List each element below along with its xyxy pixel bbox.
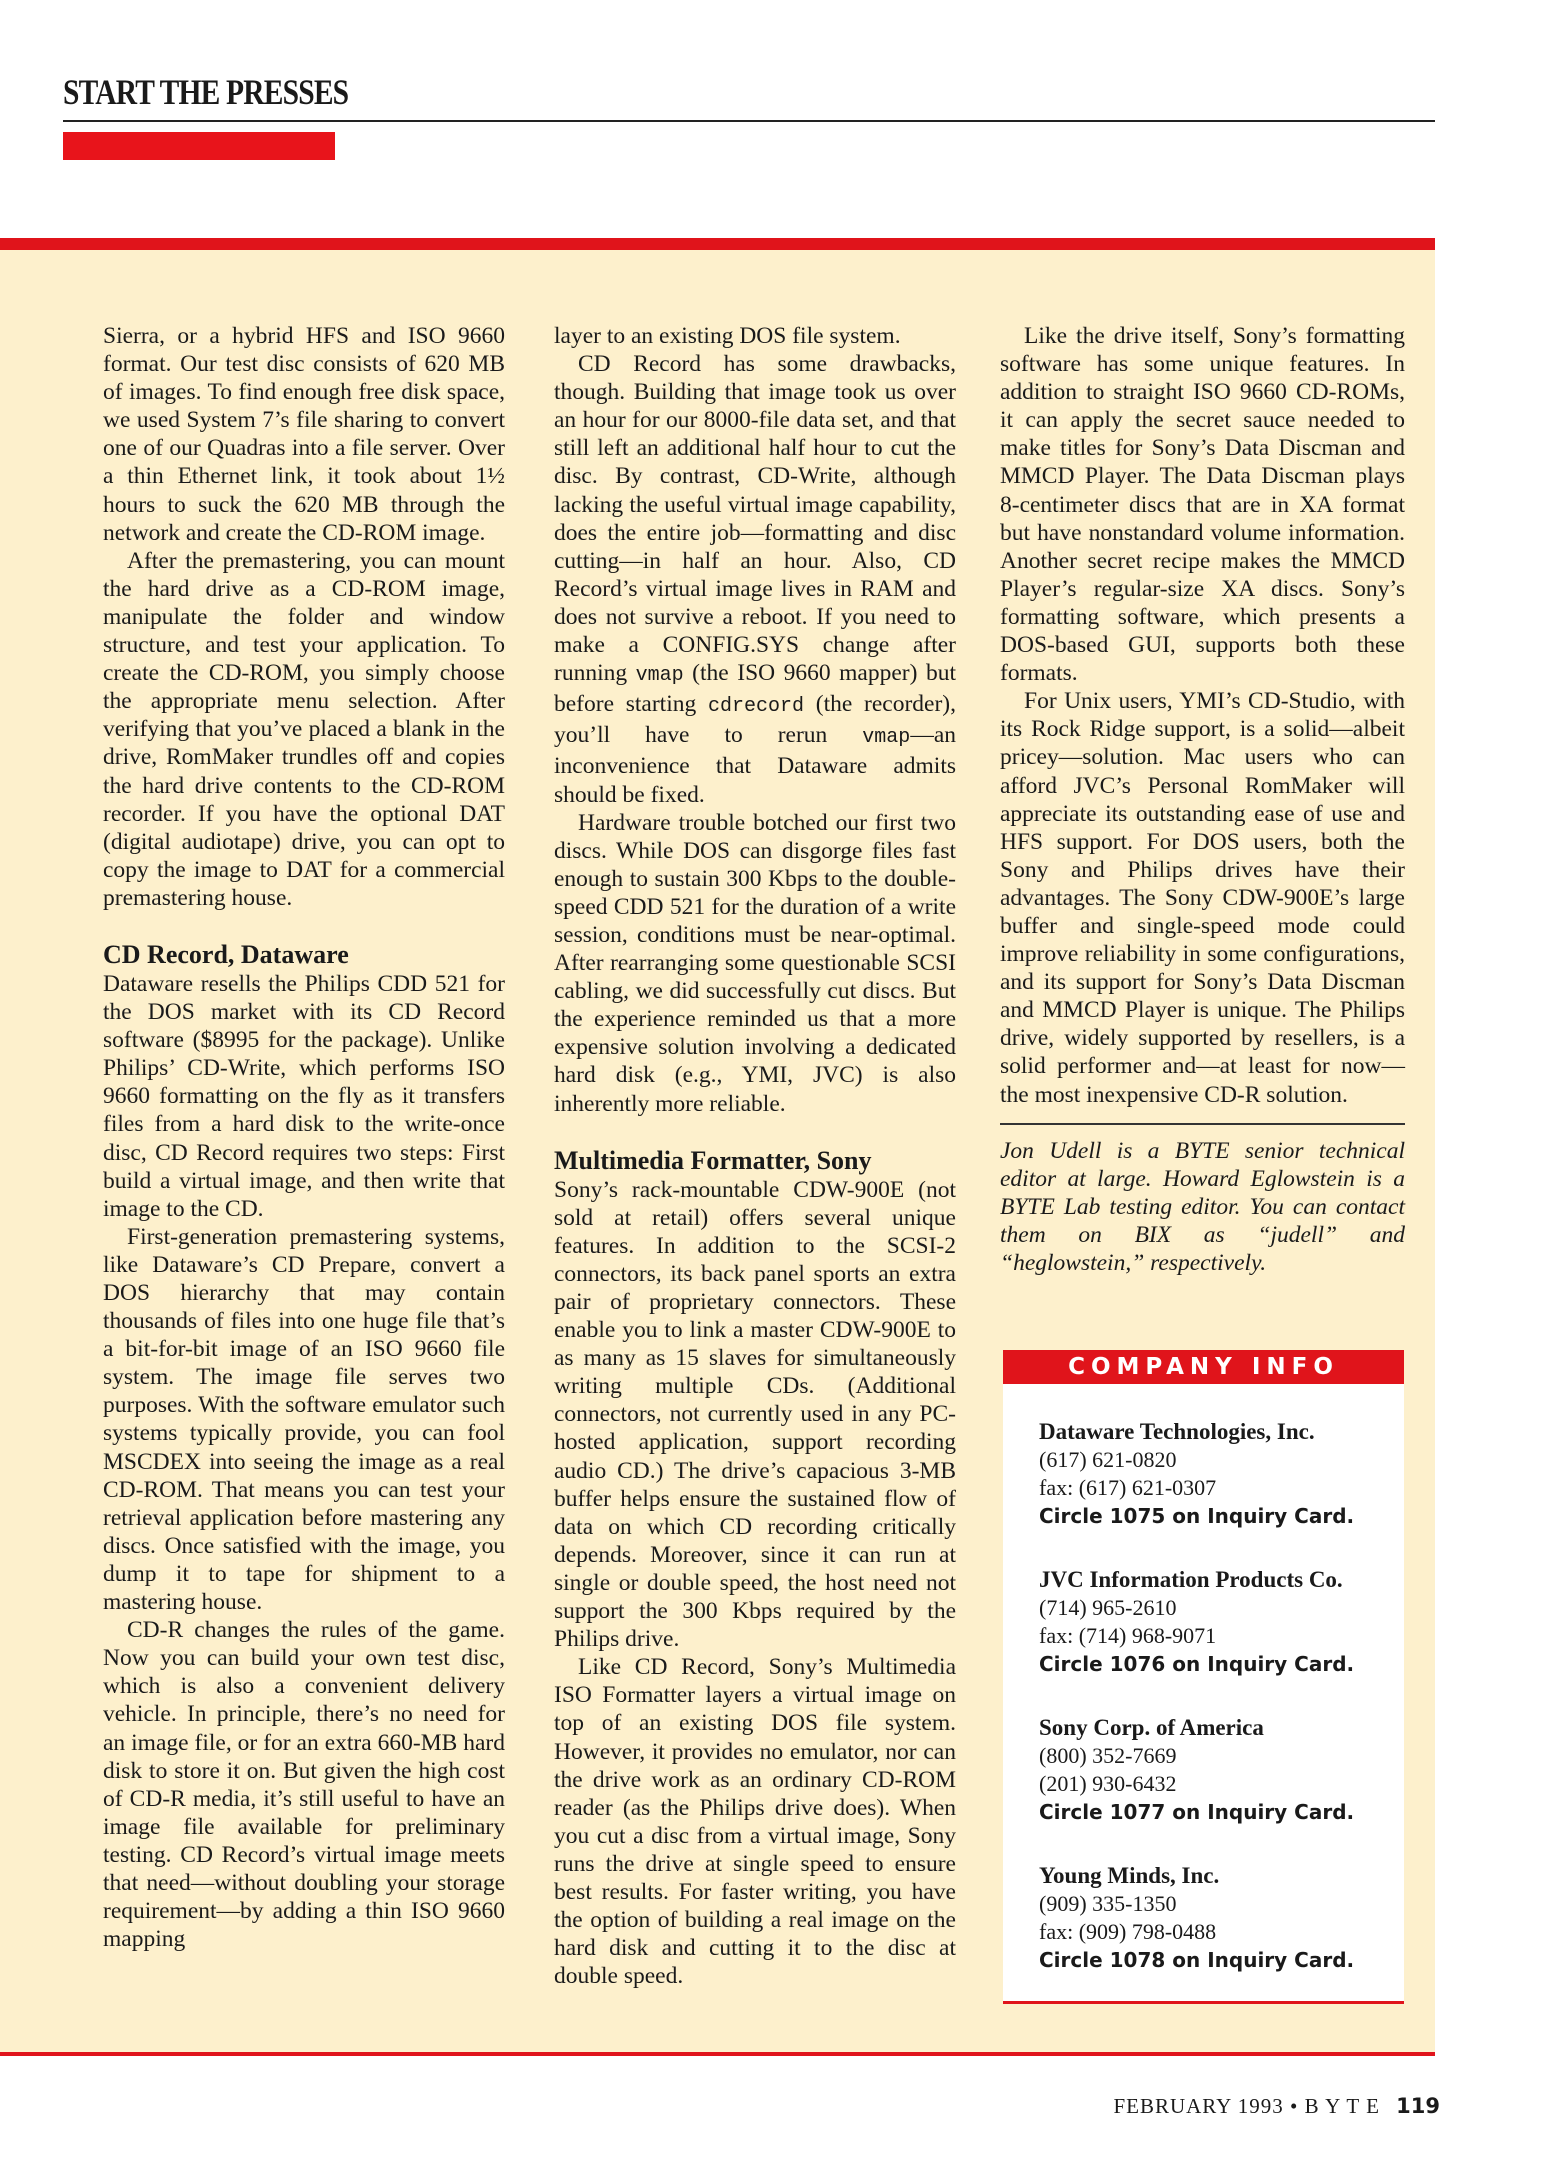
company-entry (1039, 1714, 1404, 1827)
article-column-3 (1000, 322, 1405, 1277)
inquiry-card-note: Circle 1076 on Inquiry Card. (1039, 1652, 1355, 1676)
code-vmap: vmap (862, 726, 911, 750)
code-vmap: vmap (635, 664, 684, 688)
company-name: Young Minds, Inc. (1039, 1863, 1220, 1888)
company-entry (1039, 1418, 1404, 1531)
inquiry-card-note: Circle 1075 on Inquiry Card. (1039, 1504, 1355, 1528)
company-entry (1039, 1566, 1404, 1679)
subheading-cd-record: CD Record, Dataware (103, 939, 349, 969)
bio-divider (1000, 1123, 1405, 1125)
paragraph: Like the drive itself, Sony’s formatting software has some unique features. In addition to straight ISO 9660 CD-ROMs, it can apply the secret sauce needed to make titles for Sony’s Data Discman and MMCD Player. The Data Discman plays 8-centimeter discs that are in XA format but have nonstandard volume information. Another secret recipe makes the MMCD Player’s regular-size XA discs. Sony’s formatting software, which presents a DOS-based GUI, supports both these formats. (1000, 323, 1405, 687)
paragraph: First-generation premastering systems, like Dataware’s CD Prepare, convert a DOS hierarchy that may contain thousands of files into one huge file that’s a bit-for-bit image of an ISO 9660 file system. The image file serves two purposes. With the software emulator such systems typically provide, you can fool MSCDEX into seeing the image as a real CD-ROM. That means you can test your retrieval application before mastering any discs. Once satisfied with the image, you dump it to tape for shipment to a mastering house. (103, 1223, 505, 1616)
title-accent-bar (63, 132, 335, 160)
section-title: START THE PRESSES (63, 72, 349, 112)
company-info-header: COMPANY INFO (1003, 1350, 1404, 1384)
text-run: CD Record has some drawbacks, though. Building that image took us over an hour for our 8000-file data set, and that still left an additional half hour to cut the disc. By contrast, CD-Write, although lacking the useful virtual image capability, does the entire job—formatting and disc cutting—in half an hour. Also, CD Record’s virtual image lives in RAM and does not survive a reboot. If you need to make a CONFIG.SYS change after running (554, 351, 956, 687)
paragraph: Like CD Record, Sony’s Multimedia ISO Formatter layers a virtual image on top of an existing DOS file system. However, it provides no emulator, nor can the drive work as an ordinary CD-ROM reader (as the Philips drive does). When you cut a disc from a virtual image, Sony runs the drive at single speed to ensure best results. For faster writing, you have the option of building a real image on the hard disk and cutting it to the disc at double speed. (554, 1654, 956, 1990)
company-fax: fax: (714) 968-9071 (1039, 1623, 1217, 1648)
company-entry (1039, 1862, 1404, 1975)
company-fax: fax: (617) 621-0307 (1039, 1475, 1217, 1500)
issue-label: FEBRUARY 1993 • B Y T E (1113, 2094, 1380, 2118)
company-info-box (1003, 1350, 1404, 2004)
subheading-multimedia-formatter: Multimedia Formatter, Sony (554, 1145, 872, 1175)
company-phone: (714) 965-2610 (1039, 1595, 1177, 1620)
paragraph: For Unix users, YMI’s CD-Studio, with its Rock Ridge support, is a solid—albeit pricey—solution. Mac users who can afford JVC’s Personal RomMaker will appreciate its outstanding ease of use and HFS support. For DOS users, both the Sony and Philips drives have their advantages. The Sony CDW-900E’s large buffer and single-speed mode could improve reliability in some configurations, and its support for Sony’s Data Discman and MMCD Player is unique. The Philips drive, widely supported by resellers, is a solid performer and—at least for now—the most inexpensive CD-R solution. (1000, 688, 1405, 1108)
company-phone: (909) 335-1350 (1039, 1891, 1177, 1916)
company-phone: (800) 352-7669 (1039, 1743, 1177, 1768)
panel-bottom-rule (0, 2052, 1435, 2056)
inquiry-card-note: Circle 1077 on Inquiry Card. (1039, 1800, 1355, 1824)
company-name: JVC Information Products Co. (1039, 1567, 1343, 1592)
paragraph: CD-R changes the rules of the game. Now you can build your own test disc, which is also a convenient delivery vehicle. In principle, there’s no need for an image file, or for an extra 660-MB hard disk to store it on. But given the high cost of CD-R media, it’s still useful to have an image file available for preliminary testing. CD Record’s virtual image meets that need—without doubling your storage requirement—by adding a thin ISO 9660 mapping (103, 1617, 505, 1953)
paragraph: After the premastering, you can mount the hard drive as a CD-ROM image, manipulate the folder and window structure, and test your application. To create the CD-ROM, you simply choose the appropriate menu selection. After verifying that you’ve placed a blank in the drive, RomMaker trundles off and copies the hard drive contents to the CD-ROM recorder. If you have the optional DAT (digital audiotape) drive, you can opt to copy the image to DAT for a commercial premastering house. (103, 547, 505, 911)
panel-top-rule (0, 238, 1435, 250)
title-rule (63, 120, 1435, 122)
paragraph: layer to an existing DOS file system. (554, 323, 901, 349)
paragraph: Dataware resells the Philips CDD 521 for the DOS market with its CD Record software ($8995 for the package). Unlike Philips’ CD-Write, which performs ISO 9660 formatting on the fly as it transfers files from a hard disk to the write-once disc, CD Record requires two steps: First build a virtual image, and then write that image to the CD. (103, 970, 505, 1222)
page-footer (1113, 2094, 1440, 2119)
article-column-2 (554, 322, 956, 1990)
company-phone-2: (201) 930-6432 (1039, 1771, 1177, 1796)
article-column-1 (103, 322, 505, 1953)
company-phone: (617) 621-0820 (1039, 1447, 1177, 1472)
text-run: (the ISO 9660 mapper) but before starting (554, 660, 956, 718)
page-number: 119 (1396, 2094, 1440, 2118)
code-cdrecord: cdrecord (707, 695, 804, 719)
company-fax: fax: (909) 798-0488 (1039, 1919, 1217, 1944)
text-run: —an inconvenience that Dataware admits should be fixed. (554, 722, 956, 808)
paragraph: Hardware trouble botched our first two discs. While DOS can disgorge files fast enough to sustain 300 Kbps to the double-speed CDD 521 for the duration of a write session, conditions must be near-optimal. After rearranging some questionable SCSI cabling, we did successfully cut discs. But the experience reminded us that a more expensive solution involving a dedicated hard disk (e.g., YMI, JVC) is also inherently more reliable. (554, 809, 956, 1117)
company-name: Dataware Technologies, Inc. (1039, 1419, 1315, 1444)
company-list (1003, 1384, 1404, 1975)
paragraph (554, 350, 956, 809)
paragraph: Sierra, or a hybrid HFS and ISO 9660 format. Our test disc consists of 620 MB of images. To find enough free disk space, we used System 7’s file sharing to convert one of our Quadras into a file server. Over a thin Ethernet link, it took about 1½ hours to suck the 620 MB through the network and create the CD-ROM image. (103, 323, 505, 546)
inquiry-card-note: Circle 1078 on Inquiry Card. (1039, 1948, 1355, 1972)
paragraph: Sony’s rack-mountable CDW-900E (not sold at retail) offers several unique features. In addition to the SCSI-2 connectors, its back panel sports an extra pair of proprietary connectors. These enable you to link a master CDW-900E to as many as 15 slaves for simultaneously writing multiple CDs. (Additional connectors, not currently used in any PC-hosted application, support recording audio CD.) The drive’s capacious 3-MB buffer helps ensure the sustained flow of data on which CD recording critically depends. Moreover, since it can run at single or double speed, the host need not support the 300 Kbps required by the Philips drive. (554, 1176, 956, 1653)
company-name: Sony Corp. of America (1039, 1715, 1264, 1740)
author-bio: Jon Udell is a BYTE senior technical editor at large. Howard Eglowstein is a BYTE Lab testing editor. You can contact them on BIX as “judell” and “heglowstein,” respectively. (1000, 1137, 1405, 1276)
text-run: (the recorder), you’ll have to rerun (554, 691, 956, 749)
